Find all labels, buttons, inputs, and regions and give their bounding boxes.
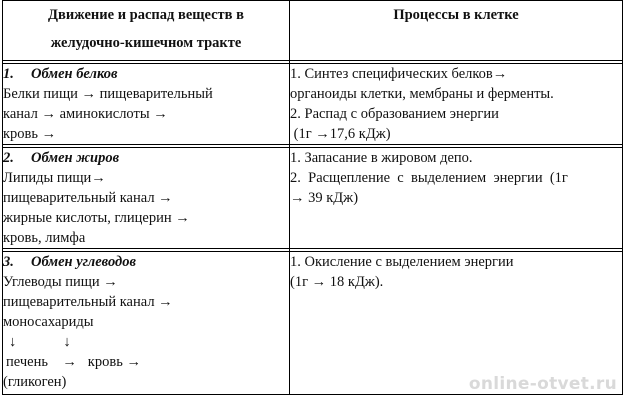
section-title-carbs (3, 252, 289, 272)
protein-right-line: 1. Синтез специфических белков→ (290, 66, 508, 82)
protein-left-line: кровь → (3, 126, 57, 142)
table-row-fats (3, 148, 623, 249)
table-header-row (3, 1, 623, 61)
protein-left-cell (3, 64, 290, 145)
header-right-cell (290, 1, 623, 61)
fats-right-line: → 39 кДж) (290, 190, 359, 206)
site-watermark: online-otvet.ru (468, 374, 617, 394)
table-row-protein (3, 64, 623, 145)
protein-right-cell (290, 64, 623, 145)
section-number: 1. (3, 66, 14, 82)
liver-blood-line: печень → кровь → (6, 354, 141, 370)
carbs-left-line: пищеварительный канал → (3, 294, 173, 310)
protein-right-line: 2. Распад с образованием энергии (290, 106, 499, 122)
fats-left-line: пищеварительный канал → (3, 190, 173, 206)
carbs-right-line: 1. Окисление с выделением энергии (290, 254, 514, 270)
fats-left-line: Липиды пищи→ (3, 170, 106, 186)
carbs-left-line: Углеводы пищи → (3, 274, 118, 290)
fats-right-line: 2. Расщепление с выделением энергии (1г (290, 170, 568, 186)
section-number: 2. (3, 150, 14, 166)
glycogen-label: (гликоген) (3, 374, 67, 390)
fats-left-line: жирные кислоты, глицерин → (3, 210, 190, 226)
fats-right-cell (290, 148, 623, 249)
section-title-text: Обмен белков (31, 66, 118, 82)
section-title-fats (3, 148, 289, 168)
down-arrows: ↓ ↓ (9, 334, 71, 350)
header-left-cell (3, 1, 290, 61)
section-title-text: Обмен жиров (31, 150, 120, 166)
fats-left-cell (3, 148, 290, 249)
carbs-right-line: (1г → 18 кДж). (290, 274, 384, 290)
metabolism-table (2, 0, 623, 395)
header-left-line1: Движение и распад веществ в (48, 7, 244, 23)
protein-right-line: органоиды клетки, мембраны и ферменты. (290, 86, 554, 102)
fats-right-line: 1. Запасание в жировом депо. (290, 150, 473, 166)
fats-left-line: кровь, лимфа (3, 230, 86, 246)
header-left-line2: желудочно-кишечном тракте (50, 35, 242, 51)
carbs-left-line: моносахариды (3, 314, 94, 330)
section-title-text: Обмен углеводов (31, 254, 136, 270)
protein-left-line: Белки пищи → пищеварительный (3, 86, 213, 102)
carbs-left-cell (3, 252, 290, 395)
protein-left-line: канал → аминокислоты → (3, 106, 168, 122)
header-right-text: Процессы в клетке (393, 7, 519, 23)
section-title-protein (3, 64, 289, 84)
section-number: 3. (3, 254, 14, 270)
protein-right-line: (1г →17,6 кДж) (290, 126, 391, 142)
